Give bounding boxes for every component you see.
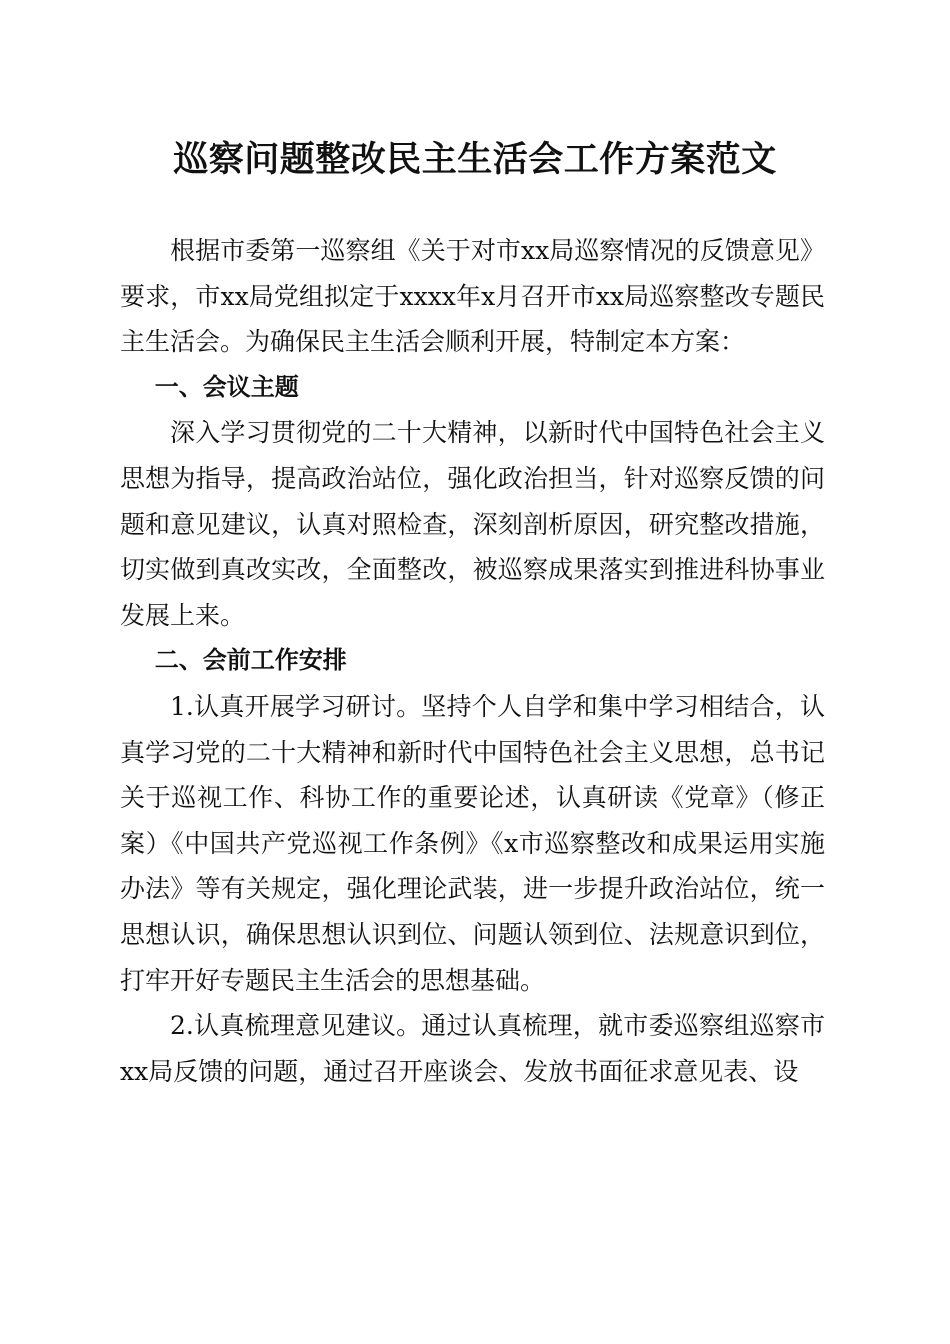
document-body [120,228,825,1094]
intro-paragraph: 根据市委第一巡察组《关于对市xx局巡察情况的反馈意见》要求，市xx局党组拟定于xxxx年x月召开市xx局巡察整改专题民主生活会。为确保民主生活会顺利开展，特制定本方案： [120,236,825,357]
section-heading-meeting-theme: 一、会议主题 [154,372,299,401]
preparation-item-1: 1.认真开展学习研讨。坚持个人自学和集中学习相结合，认真学习党的二十大精神和新时代中国特色社会主义思想，总书记关于巡视工作、科协工作的重要论述，认真研读《党章》（修正案）《中国共产党巡视工作条例》《x市巡察整改和成果运用实施办法》等有关规定，强化理论武装，进一步提升政治站位，统一思想认识，确保思想认识到位、问题认领到位、法规意识到位，打牢开好专题民主生活会的思想基础。 [120,691,825,995]
section-heading-preparation: 二、会前工作安排 [154,646,347,675]
document-title: 巡察问题整改民主生活会工作方案范文 [173,139,777,180]
meeting-theme-paragraph: 深入学习贯彻党的二十大精神，以新时代中国特色社会主义思想为指导，提高政治站位，强化政治担当，针对巡察反馈的问题和意见建议，认真对照检查，深刻剖析原因，研究整改措施，切实做到真改实改，全面整改，被巡察成果落实到推进科协事业发展上来。 [120,418,825,630]
preparation-item-2: 2.认真梳理意见建议。通过认真梳理，就市委巡察组巡察市xx局反馈的问题，通过召开座谈会、发放书面征求意见表、设 [120,1011,825,1086]
